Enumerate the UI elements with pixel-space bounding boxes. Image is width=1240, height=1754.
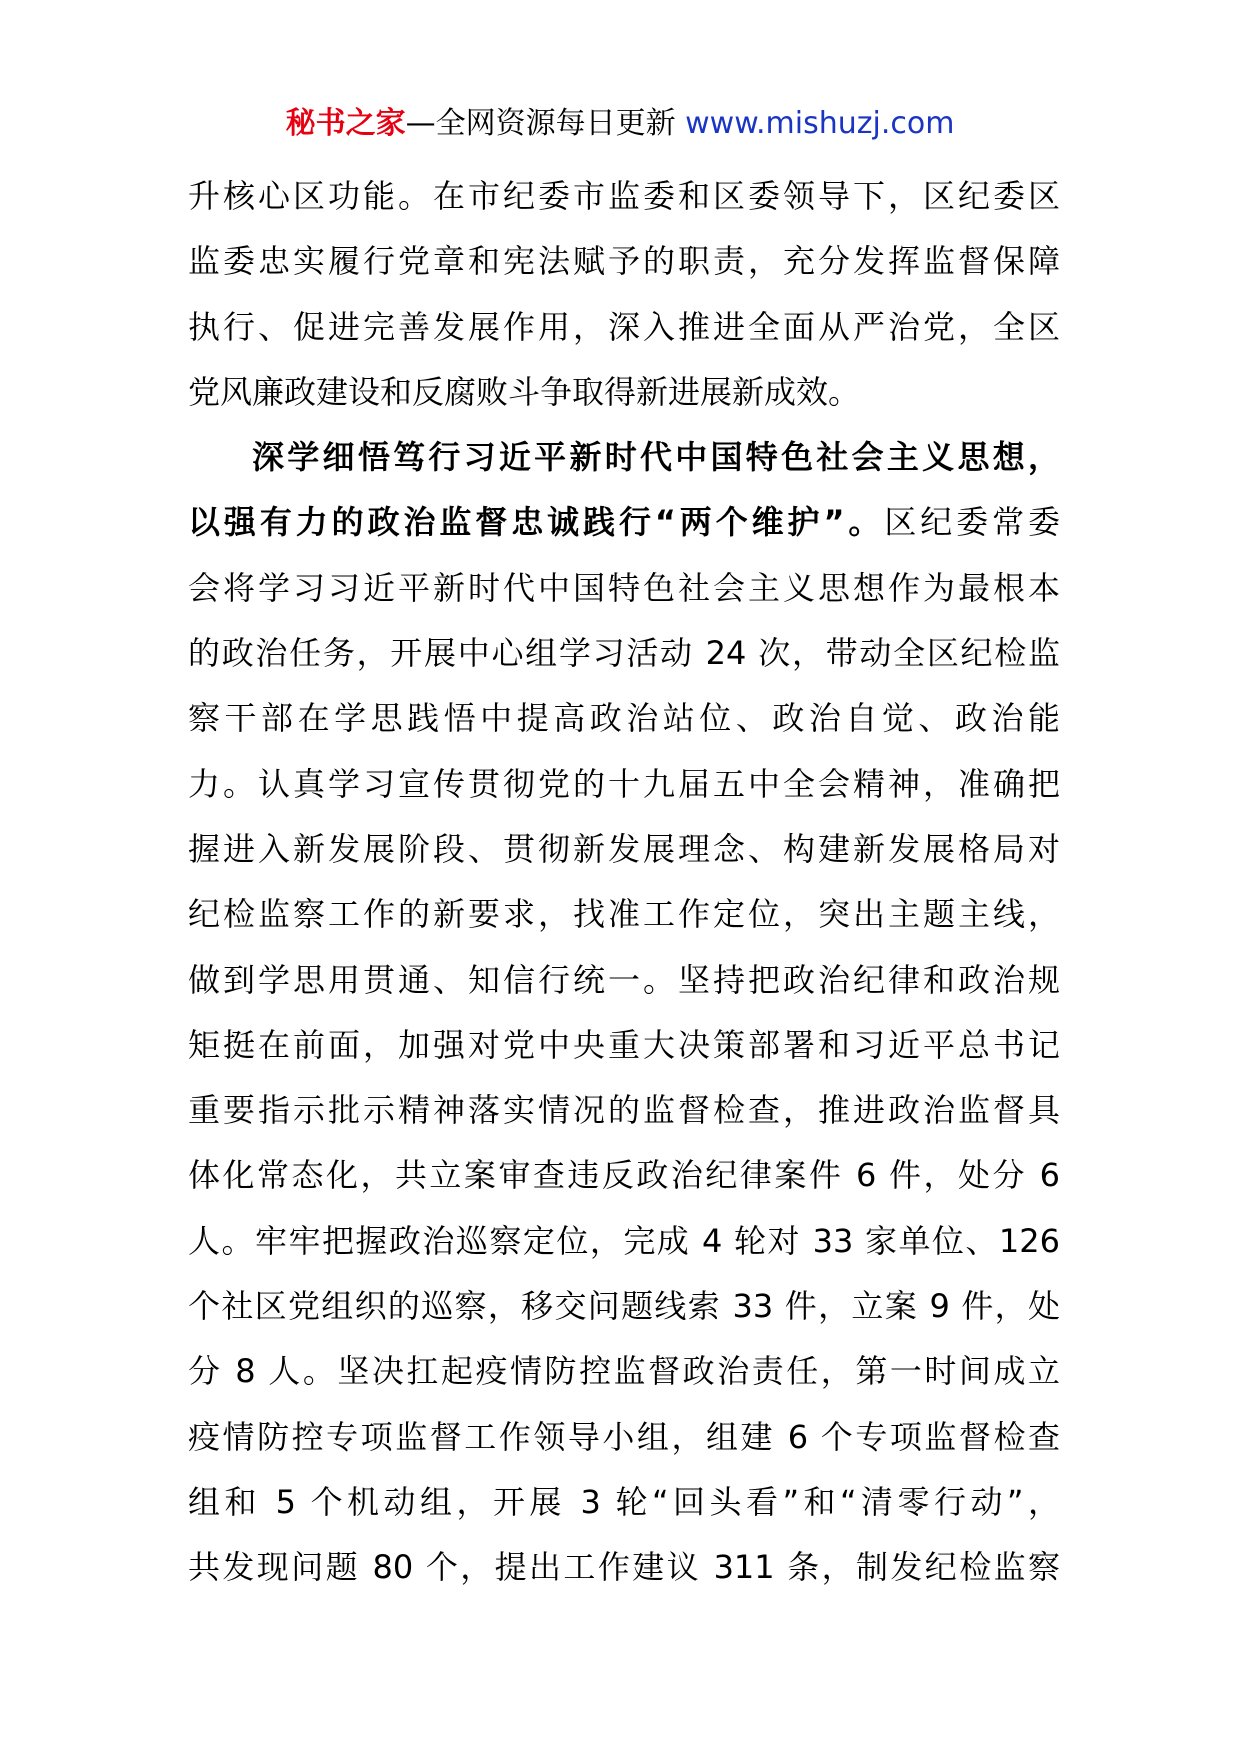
document-body: [188, 164, 1060, 1601]
text-line: 纪检监察工作的新要求，找准工作定位，突出主题主线，: [188, 895, 1060, 934]
text-line: 共发现问题 80 个，提出工作建议 311 条，制发纪检监察: [188, 1548, 1060, 1587]
brand-name: 秘书之家: [285, 106, 406, 141]
text-line: 党风廉政建设和反腐败斗争取得新进展新成效。: [188, 372, 861, 411]
text-line: 的政治任务，开展中心组学习活动 24 次，带动全区纪检监: [188, 634, 1060, 673]
text-line: 组和 5 个机动组，开展 3 轮“回头看”和“清零行动”，: [188, 1482, 1060, 1521]
text-line: 重要指示批示精神落实情况的监督检查，推进政治监督具: [188, 1091, 1060, 1130]
text-fragment: 区纪委常委: [884, 503, 1060, 542]
text-line: 力。认真学习宣传贯彻党的十九届五中全会精神，准确把: [188, 764, 1060, 803]
header-tagline: —全网资源每日更新: [405, 106, 686, 141]
text-line: 执行、促进完善发展作用，深入推进全面从严治党，全区: [188, 307, 1060, 346]
section-heading-tail: 以强有力的政治监督忠诚践行“两个维护”。: [188, 503, 885, 542]
text-line: 矩挺在前面，加强对党中央重大决策部署和习近平总书记: [188, 1025, 1060, 1064]
text-line: 个社区党组织的巡察，移交问题线索 33 件，立案 9 件，处: [188, 1287, 1060, 1326]
text-line: 监委忠实履行党章和宪法赋予的职责，充分发挥监督保障: [188, 242, 1060, 281]
text-line: 疫情防控专项监督工作领导小组，组建 6 个专项监督检查: [188, 1417, 1060, 1456]
page-header: [0, 100, 1240, 148]
text-line: 会将学习习近平新时代中国特色社会主义思想作为最根本: [188, 568, 1060, 607]
text-line: 做到学思用贯通、知信行统一。坚持把政治纪律和政治规: [188, 960, 1060, 999]
section-heading-line: 深学细悟笃行习近平新时代中国特色社会主义思想，: [252, 438, 1060, 477]
text-line: 握进入新发展阶段、贯彻新发展理念、构建新发展格局对: [188, 829, 1060, 868]
text-line: 人。牢牢把握政治巡察定位，完成 4 轮对 33 家单位、126: [188, 1221, 1060, 1260]
text-line: 分 8 人。坚决扛起疫情防控监督政治责任，第一时间成立: [188, 1352, 1060, 1391]
text-line: 体化常态化，共立案审查违反政治纪律案件 6 件，处分 6: [188, 1156, 1060, 1195]
text-line: 察干部在学思践悟中提高政治站位、政治自觉、政治能: [188, 699, 1060, 738]
text-line: 升核心区功能。在市纪委市监委和区委领导下，区纪委区: [188, 177, 1060, 215]
website-link[interactable]: www.mishuzj.com: [685, 106, 955, 141]
text-line: [188, 490, 1060, 555]
